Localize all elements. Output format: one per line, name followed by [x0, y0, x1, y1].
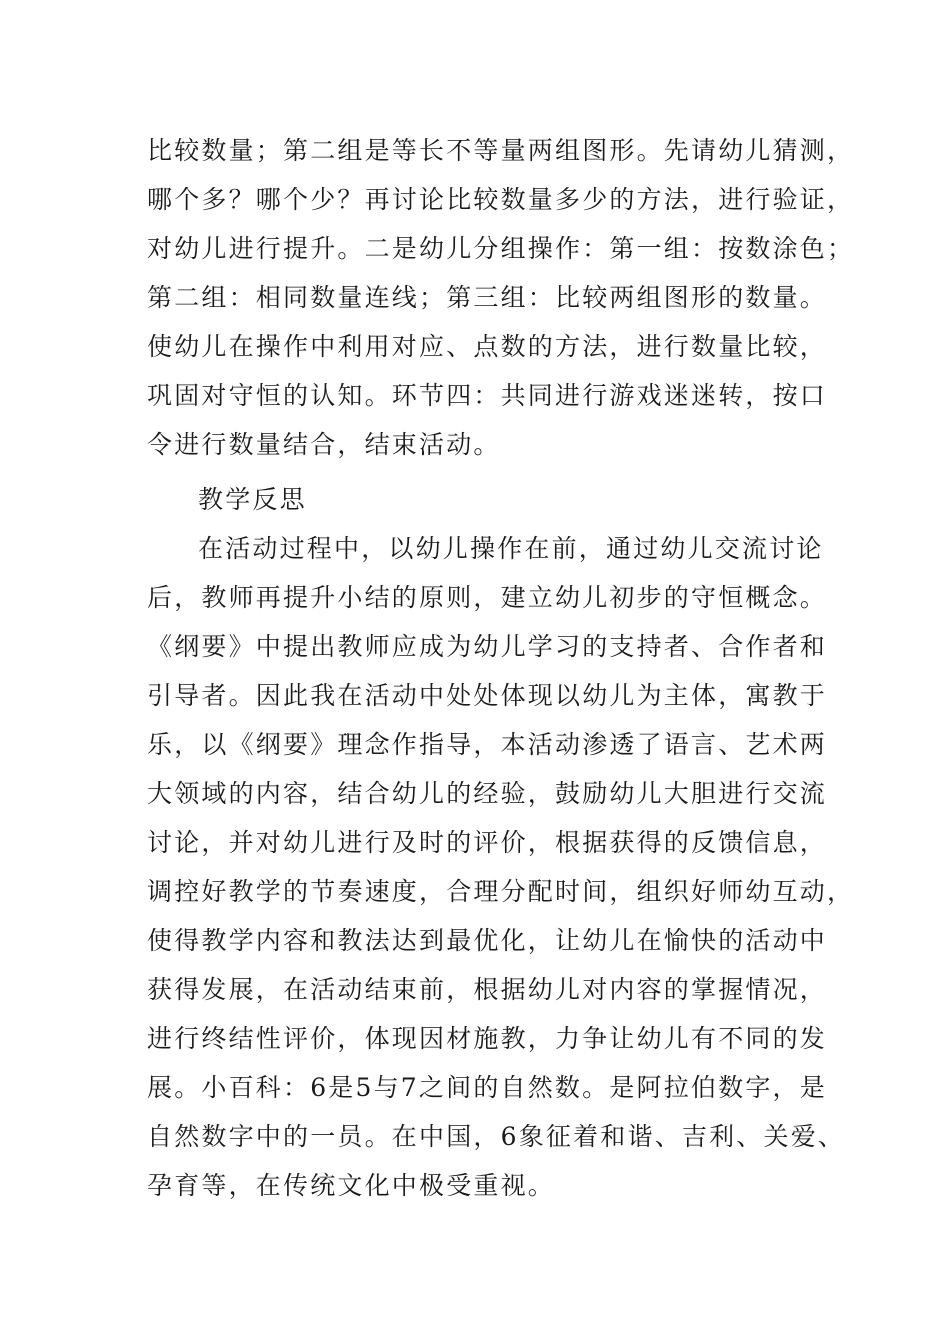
paragraph-line: 孕育等，在传统文化中极受重视。: [147, 1171, 556, 1200]
paragraph-line: 乐，以《纲要》理念作指导，本活动渗透了语言、艺术两: [147, 730, 828, 759]
paragraph-line: 比较数量；第二组是等长不等量两组图形。先请幼儿猜测，: [147, 136, 855, 165]
paragraph-line: 巩固对守恒的认知。环节四：共同进行游戏迷迷转，按口: [147, 381, 828, 410]
paragraph-line: 大领域的内容，结合幼儿的经验，鼓励幼儿大胆进行交流: [147, 779, 828, 808]
paragraph-line: 对幼儿进行提升。二是幼儿分组操作：第一组：按数涂色；: [147, 234, 855, 263]
paragraph-line: 引导者。因此我在活动中处处体现以幼儿为主体，寓教于: [147, 681, 828, 710]
paragraph-line: 使得教学内容和教法达到最优化，让幼儿在愉快的活动中: [147, 926, 828, 955]
paragraph-line: 自然数字中的一员。在中国，6象征着和谐、吉利、关爱、: [147, 1122, 846, 1151]
paragraph-line: 进行终结性评价，体现因材施教，力争让幼儿有不同的发: [147, 1024, 828, 1053]
paragraph-line: 展。小百科：6是5与7之间的自然数。是阿拉伯数字，是: [147, 1073, 827, 1102]
paragraph-line: 哪个多？哪个少？再讨论比较数量多少的方法，进行验证，: [147, 185, 855, 214]
paragraph-line: 获得发展，在活动结束前，根据幼儿对内容的掌握情况，: [147, 975, 828, 1004]
paragraph-line: 《纲要》中提出教师应成为幼儿学习的支持者、合作者和: [147, 632, 828, 661]
section-heading: 教学反思: [198, 485, 307, 514]
paragraph-line: 调控好教学的节奏速度，合理分配时间，组织好师幼互动，: [147, 877, 855, 906]
paragraph-line: 使幼儿在操作中利用对应、点数的方法，进行数量比较，: [147, 332, 828, 361]
paragraph-line: 讨论，并对幼儿进行及时的评价，根据获得的反馈信息，: [147, 828, 828, 857]
paragraph-line: 第二组：相同数量连线；第三组：比较两组图形的数量。: [147, 283, 828, 312]
paragraph-line: 在活动过程中，以幼儿操作在前，通过幼儿交流讨论: [198, 534, 824, 563]
paragraph-line: 令进行数量结合，结束活动。: [147, 430, 501, 459]
paragraph-line: 后，教师再提升小结的原则，建立幼儿初步的守恒概念。: [147, 583, 828, 612]
